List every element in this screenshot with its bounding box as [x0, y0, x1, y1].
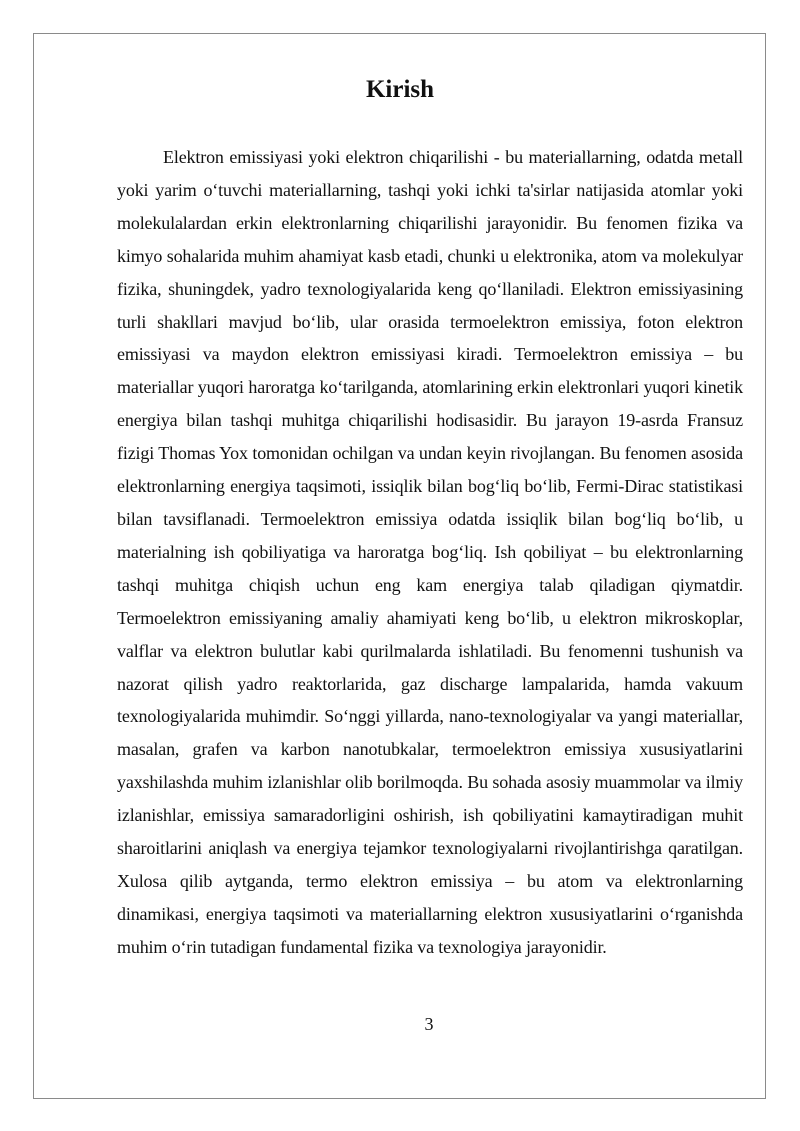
page-title: Kirish	[365, 76, 435, 103]
body-paragraph: Elektron emissiyasi yoki elektron chiqarilishi - bu materiallarning, odatda metall yoki yarim o‘tuvchi materiallarning, tashqi yoki ichki ta'sirlar natijasida atomlar yoki molekulalardan erkin elektronlarning chiqarilishi jarayonidir. Bu fenomen fizika va kimyo sohalarida muhim ahamiyat kasb etadi, chunki u elektronika, atom va molekulyar fizika, shuningdek, yadro texnologiyalarida keng qo‘llaniladi. Elektron emissiyasining turli shakllari mavjud bo‘lib, ular orasida termoelektron emissiya, foton elektron emissiyasi va maydon elektron emissiyasi kiradi. Termoelektron emissiya – bu materiallar yuqori haroratga ko‘tarilganda, atomlarining erkin elektronlari yuqori kinetik energiya bilan tashqi muhitga chiqarilishi hodisasidir. Bu jarayon 19-asrda Fransuz fizigi Thomas Yox tomonidan ochilgan va undan keyin rivojlangan. Bu fenomen asosida elektronlarning energiya taqsimoti, issiqlik bilan bog‘liq bo‘lib, Fermi-Dirac statistikasi bilan tavsiflanadi. Termoelektron emissiya odatda issiqlik bilan bog‘liq bo‘lib, u materialning ish qobiliyatiga va haroratga bog‘liq. Ish qobiliyat – bu elektronlarning tashqi muhitga chiqish uchun eng kam energiya talab qiladigan qiymatdir. Termoelektron emissiyaning amaliy ahamiyati keng bo‘lib, u elektron mikroskoplar, valflar va elektron bulutlar kabi qurilmalarda ishlatiladi. Bu fenomenni tushunish va nazorat qilish yadro reaktorlarida, gaz discharge lampalarida, hamda vakuum texnologiyalarida muhimdir. So‘nggi yillarda, nano-texnologiyalar va yangi materiallar, masalan, grafen va karbon nanotubkalar, termoelektron emissiya xususiyatlarini yaxshilashda muhim izlanishlar olib borilmoqda. Bu sohada asosiy muammolar va ilmiy izlanishlar, emissiya samaradorligini oshirish, ish qobiliyatini kamaytiradigan muhit sharoitlarini aniqlash va energiya tejamkor texnologiyalarni rivojlantirishga qaratilgan. Xulosa qilib aytganda, termo elektron emissiya – bu atom va elektronlarning dinamikasi, energiya taqsimoti va materiallarning elektron xususiyatlarini o‘rganishda muhim o‘rin tutadigan fundamental fizika va texnologiya jarayonidir.	[117, 147, 743, 957]
page-number: 3	[424, 1014, 434, 1034]
